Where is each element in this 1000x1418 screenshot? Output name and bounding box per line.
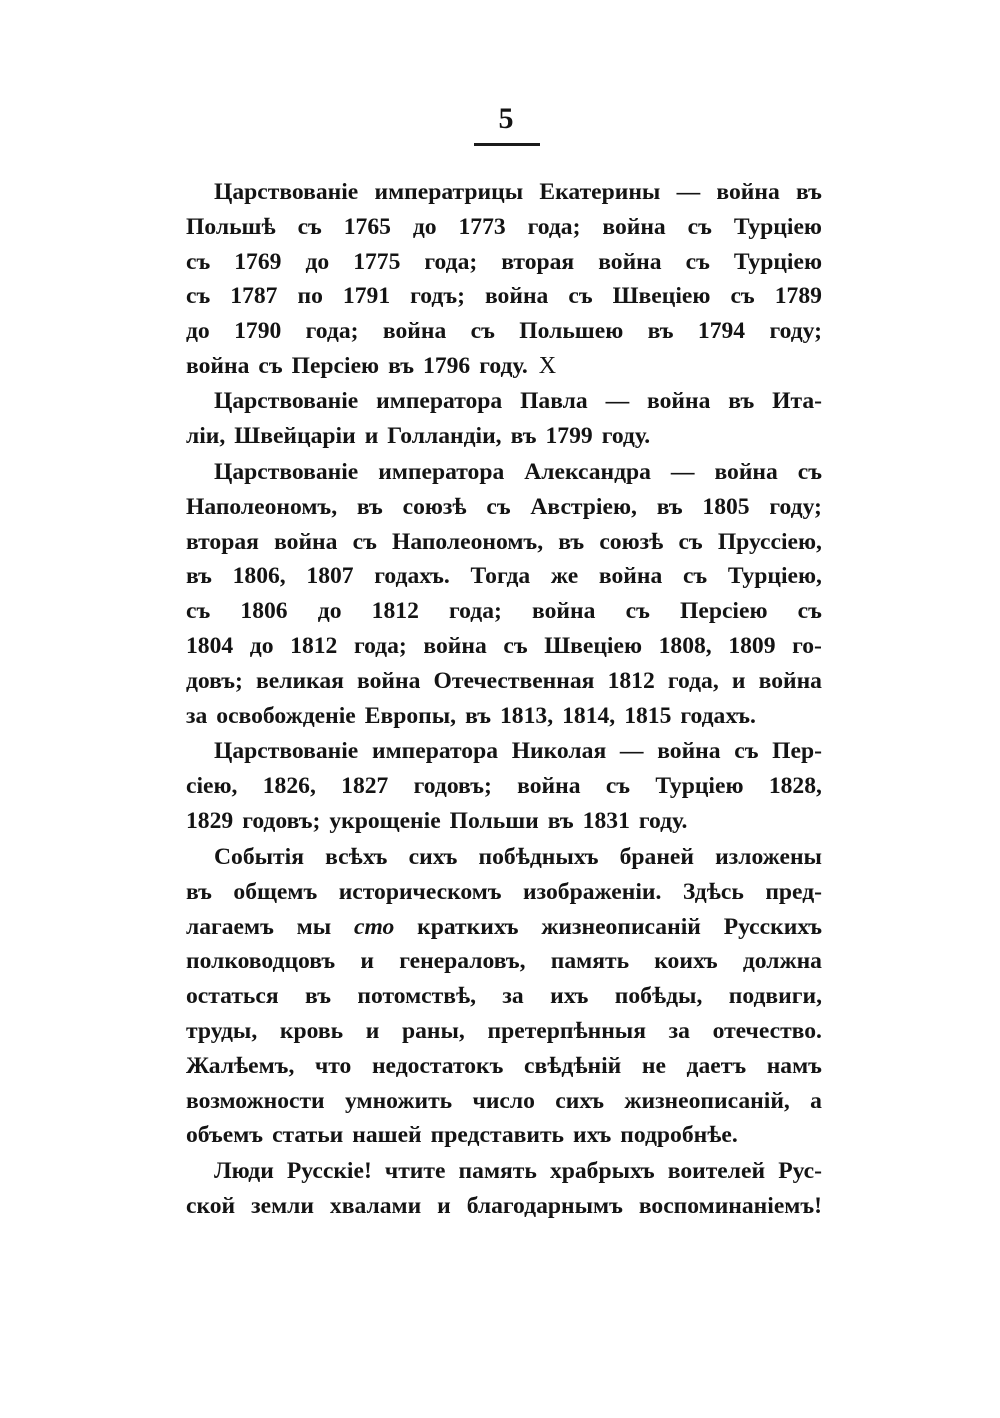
text-line: довъ; великая война Отечественная 1812 года, и война — [186, 667, 822, 694]
text-line: остаться въ потомствѣ, за ихъ побѣды, подвиги, — [186, 983, 822, 1010]
paragraph-paul — [186, 384, 822, 454]
text-line: ской земли хвалами и благодарнымъ воспоминаніемъ! — [186, 1192, 822, 1219]
text-line: война съ Персіею въ 1796 году. X — [186, 349, 822, 384]
text-line: съ 1806 до 1812 года; война съ Персіею съ — [186, 598, 822, 625]
text-line: за освобожденіе Европы, въ 1813, 1814, 1815 годахъ. — [186, 702, 756, 729]
text-line: съ 1769 до 1775 года; вторая война съ Турціею — [186, 248, 822, 275]
text-line: въ общемъ историческомъ изображеніи. Здѣсь пред- — [186, 878, 822, 905]
text-line: Наполеономъ, въ союзѣ съ Австріею, въ 1805 году; — [186, 493, 822, 520]
text-line: Жалѣемъ, что недостатокъ свѣдѣній не даетъ намъ — [186, 1052, 822, 1079]
paragraph-catherine — [186, 175, 822, 384]
paragraph-alexander — [186, 455, 822, 733]
paragraph-victories — [186, 840, 822, 1153]
text-line: Царствованіе императрицы Екатерины — война въ — [214, 179, 822, 205]
text-line: полководцовъ и генераловъ, память коихъ должна — [186, 948, 822, 975]
text-line: Царствованіе императора Александра — война съ — [214, 459, 822, 485]
text-line: ліи, Швейцаріи и Голландіи, въ 1799 году. — [186, 422, 651, 449]
page-number: 5 — [498, 102, 514, 135]
text-line: лагаемъ мы сто краткихъ жизнеописаній Русскихъ — [186, 913, 822, 940]
text-line: въ 1806, 1807 годахъ. Тогда же война съ Турціею, — [186, 563, 822, 590]
text-line: до 1790 года; война съ Польшею въ 1794 году; — [186, 318, 822, 345]
text-line: 1829 годовъ; укрощеніе Польши въ 1831 году. — [186, 807, 688, 834]
paragraph-appeal — [186, 1154, 822, 1224]
text-line: съ 1787 по 1791 годъ; война съ Швеціею съ 1789 — [186, 283, 822, 310]
header-rule — [474, 143, 540, 146]
text-line: Люди Русскіе! чтите память храбрыхъ воителей Рус- — [214, 1158, 822, 1184]
paragraph-nicholas — [186, 734, 822, 838]
text-line: возможности умножить число сихъ жизнеописаній, а — [186, 1087, 822, 1114]
text-line: сіею, 1826, 1827 годовъ; война съ Турціею 1828, — [186, 772, 822, 799]
text-line: Событія всѣхъ сихъ побѣдныхъ браней изложены — [214, 844, 822, 870]
handwritten-mark: X — [538, 352, 557, 379]
text-line: Царствованіе императора Павла — война въ Ита- — [214, 388, 822, 414]
text-line: труды, кровь и раны, претерпѣнныя за отечество. — [186, 1017, 822, 1044]
text-line: Царствованіе императора Николая — война съ Пер- — [214, 738, 822, 764]
text-line: вторая война съ Наполеономъ, въ союзѣ съ Пруссіею, — [186, 528, 822, 555]
text-line: объемъ статьи нашей представить ихъ подробнѣе. — [186, 1122, 738, 1149]
text-line: 1804 до 1812 года; война съ Швеціею 1808, 1809 го- — [186, 632, 822, 659]
text-line: Польшѣ съ 1765 до 1773 года; война съ Турціею — [186, 213, 822, 240]
